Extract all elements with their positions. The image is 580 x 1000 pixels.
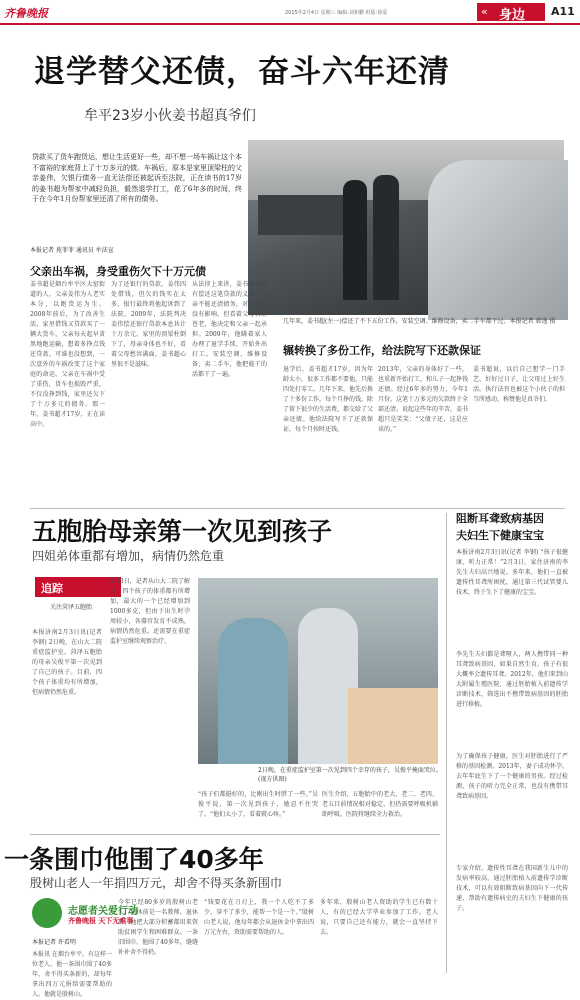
story2-col-1: 本报济南2月3日讯(记者 李钢) 2日晚，在山大二院重症监护室，菏泽五胞胎的母亲吴俊平第一次见到了自己的孩子。目前，四个孩子体重均有所增加，但病情仍然危重。 bbox=[32, 629, 102, 696]
story2-headline: 五胞胎母亲第一次见到孩子 bbox=[32, 517, 333, 546]
story1-lead: 贷款买了货车跑货运，想让生活更好一些，却不想一场车祸让这个本不富裕的家庭背上了十万多元的债。车祸后，原本是家里顶梁柱的父亲姜伟，欠银行债务一直无法偿还被起诉至法院，正在读书的17岁的姜书超为帮家中减轻负担，毅然退学打工，花了6年多的时间，终于在今年1月份帮家里还清了所有的债务。 bbox=[32, 153, 242, 203]
page-meta: 2015年2月4日 星期三 编辑:刘和鹏 组版:徐爱 bbox=[285, 10, 388, 16]
story3-headline-2: 夫妇生下健康宝宝 bbox=[456, 529, 544, 542]
volunteer-logos: 齐鲁晚报 天下无难事 bbox=[68, 917, 134, 925]
divider bbox=[30, 508, 565, 509]
header-rule bbox=[0, 23, 580, 25]
story3-headline: 阻断耳聋致病基因 bbox=[456, 512, 544, 525]
story2-photo-caption: 2日晚，在重症监护室第一次见到四个幸存的孩子，吴俊平掩面哭泣。 (视方供图) bbox=[258, 767, 442, 783]
section-name: 身边 bbox=[499, 8, 526, 23]
story2-photo bbox=[198, 578, 438, 764]
story4-byline: 本报记者 许看明 bbox=[32, 939, 76, 946]
story1-col-1: 姜书超是烟台牟平区大窑街道的人，父亲姜伟为人老实本分，以跑货运为生。2008年前后，为了改善生活，家里借钱又贷款买了一辆大货车，父亲每天起早贪黑地跑运输，想着多挣点钱还贷款。可谁也没想到，一次意外的车祸改变了这个家庭的命运。父亲在车祸中受了重伤，货车也损毁严重，不仅没挣到钱，家里还欠下了十万多元的债务。那一年，姜书超才17岁，正在读高中。 bbox=[30, 281, 105, 428]
story2-col-3: “孩子们都挺好的，比刚出生时胖了一些。”吴俊平说，第一次见到孩子，她忍不住哭了。“他们太小了，看着就心疼。” bbox=[198, 791, 318, 818]
story1-col-5: 2013年，父亲的身体好了一些，也重新开始打工，和儿子一起挣钱还债。经过6年多的努力，今年1月份，这笔十万多元的欠款终于全部还清。说起这些年的辛苦，姜书超只是笑笑：“父债子还，这是应该的。” bbox=[378, 366, 469, 433]
story1-col-3: 从法律上来讲，姜书超并没有偿还这笔贷款的义务，父亲不能还清债务，对其子女没有影响。但看着父母日渐苍老，他决定和父亲一起承担。2009年，他瞒着家人办理了退学手续，开始外出打工。安装空调、维修设备、卖二手车，他把能干的活都干了一遍。 bbox=[192, 281, 267, 378]
story1-col-4: 退学后，姜书超才17岁，因为年龄太小，很多工作都不要他，只能四处打零工。几年下来，他先后换了十多份工作，每个月挣的钱，除了留下很少的生活费，都交给了父亲还债。他给法院写下了还款保证，每个月按时还钱。 bbox=[283, 366, 374, 433]
story3-col-1: 本报济南2月3日讯(记者 李钢) “孩子很健康，听力正常！”2月3日，家住济南的李先生夫妇高兴地说。多年来，他们一直被遗传性耳聋所困扰，通过第三代试管婴儿技术，终于生下了健康的宝宝。 bbox=[456, 549, 568, 596]
badge-title: 追踪 bbox=[41, 582, 63, 595]
story4-subhead: 殷树山老人一年捐四万元，却舍不得买条新围巾 bbox=[30, 876, 283, 890]
story1-col-6: 姜书超说，以后自己想学一门手艺，好好过日子，让父母过上好生活。执行法官也被这个小伙子的担当所感动，称赞他是真爷们。 bbox=[473, 366, 565, 403]
page-number: A11 bbox=[551, 5, 575, 18]
chevron-left-icon: « bbox=[481, 5, 488, 18]
volunteer-title: 志愿者关爱行动 bbox=[68, 906, 138, 917]
badge-subtitle: 关注菏泽五胞胎 bbox=[50, 604, 93, 611]
story2-col-2: 2月3日，记者从山大二院了解到，四个孩子的体重都有所增加，最大的一个已经增加到1000多克，但由于出生时孕周较小，各器官发育不成熟，病情仍然危重，还需要在重症监护室继续观察治疗。 bbox=[110, 578, 190, 645]
story4-col-1: 本报讯 在烟台牟平，有这样一位老人，他一条围巾围了40多年，舍不得买条新的，却每年拿出四万元捐给需要帮助的人。他就是殷树山。 bbox=[32, 951, 112, 998]
story4-col-2: 今年已经80多岁的殷树山老人，退休前是一名教师。退休后，他把大部分积蓄都用来资助贫困学生和困难群众。一条旧围巾，他围了40多年，缝缝补补舍不得扔。 bbox=[118, 899, 198, 956]
story4-col-4: 多年来，殷树山老人资助的学生已有数十人，有的已经大学毕业参加了工作。老人说，只要自己还有能力，就会一直坚持下去。 bbox=[320, 899, 438, 936]
story1-headline: 退学替父还债，奋斗六年还清 bbox=[34, 54, 450, 90]
story1-col-2: 为了还银行的贷款，姜伟四处借钱，但欠的钱实在太多，银行最终将他起诉到了法院。2009年，法院判决姜伟偿还银行贷款本息共计十万余元。家里的顶梁柱倒下了，母亲身体也不好，看着父母愁容满面，姜书超心里很不是滋味。 bbox=[111, 281, 186, 368]
story1-section-a: 父亲出车祸，身受重伤欠下十万元债 bbox=[30, 265, 206, 278]
story4-headline: 一条围巾他围了40多年 bbox=[4, 845, 264, 874]
story1-photo bbox=[248, 140, 564, 315]
story3-divider bbox=[446, 513, 447, 973]
story3-col-4: 专家介绍，遗传性耳聋在我国新生儿中的发病率较高，通过胚胎植入前遗传学诊断技术，可以有效阻断致病基因向下一代传递，帮助有遗传病史的夫妇生下健康的孩子。 bbox=[456, 865, 568, 912]
story4-col-3: “钱要花在刀刃上，我一个人吃不了多少，穿不了多少，能帮一个是一个。”殷树山老人说，他每年都会从退休金中拿出四万元左右，资助需要帮助的人。 bbox=[204, 899, 314, 936]
story3-col-3: 为了确保孩子健康，医生对胚胎进行了严格的基因检测。2013年，妻子成功怀孕，去年年底生下了一个健康的男孩。经过检测，孩子的听力完全正常，也没有携带耳聋致病基因。 bbox=[456, 753, 568, 800]
volunteer-badge bbox=[32, 898, 62, 928]
story1-byline: 本报记者 苑菲菲 通讯员 牟法宣 bbox=[30, 247, 114, 254]
story3-col-2: 李先生夫妇都是聋哑人，两人携带同一种耳聋致病基因，如果自然生育，孩子有很大概率会遗传耳聋。2012年，他们来到山大附属生殖医院，通过胚胎植入前遗传学诊断技术，筛选出不携带致病基因的胚胎进行移植。 bbox=[456, 651, 568, 708]
story1-photo-caption: 几年来，姜书超(左一)偿还了不下五份工作，安装空调、维修设备，卖二手车都干过。本报记者 韩逸 摄 bbox=[283, 318, 556, 325]
masthead-logo: 齐鲁晚报 bbox=[4, 7, 48, 20]
story1-section-b: 辗转换了多份工作，给法院写下还款保证 bbox=[283, 344, 481, 357]
divider-2 bbox=[30, 834, 440, 835]
story1-subhead: 牟平23岁小伙姜书超真爷们 bbox=[84, 108, 256, 124]
story2-subhead: 四姐弟体重都有增加，病情仍然危重 bbox=[32, 549, 225, 563]
section-tab bbox=[477, 3, 545, 21]
tracking-badge bbox=[35, 577, 121, 597]
story2-col-4: 医生介绍，五胞胎中的老大、老二、老四、老五目前情况相对稳定，但仍需要呼吸机辅助呼吸。医院将继续全力救治。 bbox=[322, 791, 438, 818]
